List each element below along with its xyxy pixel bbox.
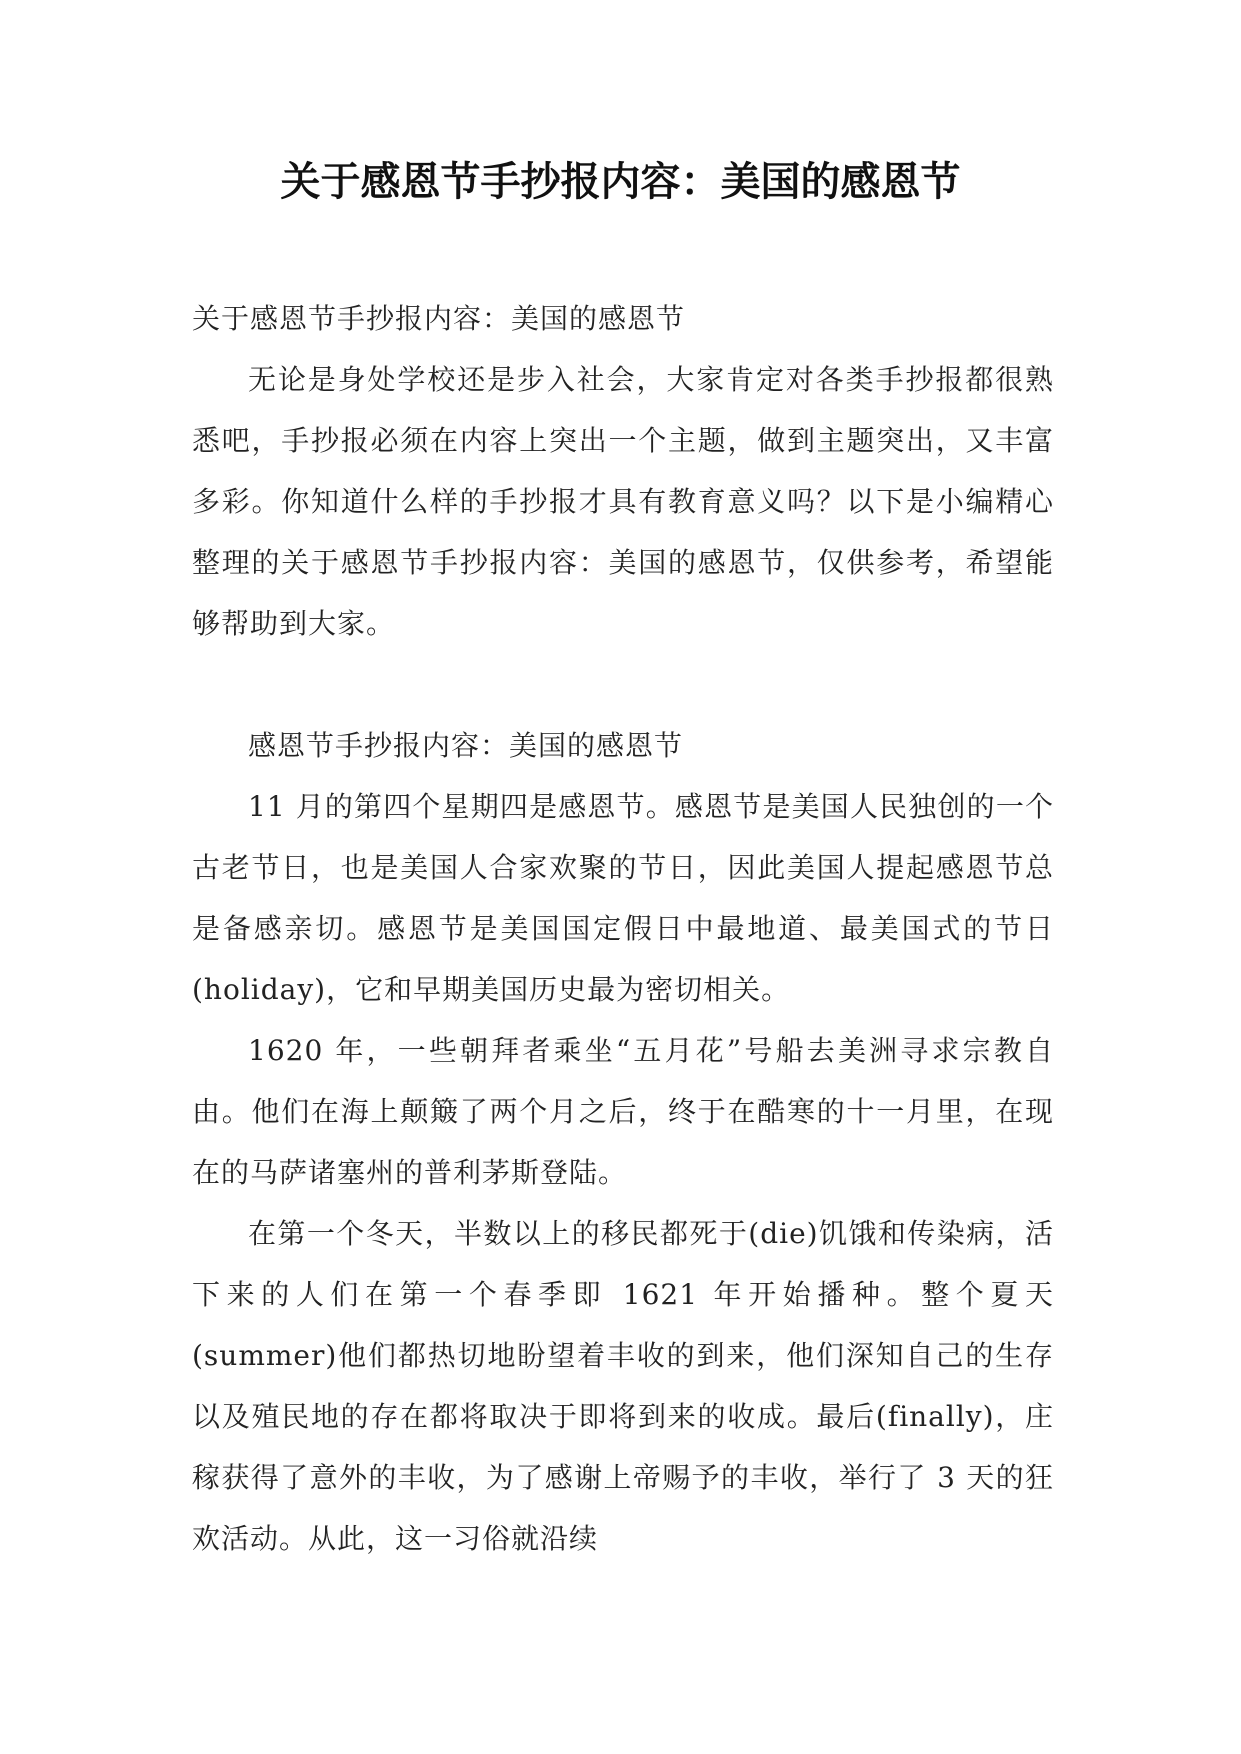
intro-heading: 关于感恩节手抄报内容：美国的感恩节 [192,302,686,335]
body-paragraph: 11 月的第四个星期四是感恩节。感恩节是美国人民独创的一个古老节日，也是美国人合家欢聚的节日，因此美国人提起感恩节总是备感亲切。感恩节是美国国定假日中最地道、最美国式的节日(holiday)，它和早期美国历史最为密切相关。 [192,790,1054,1006]
intro-paragraph: 无论是身处学校还是步入社会，大家肯定对各类手抄报都很熟悉吧，手抄报必须在内容上突出一个主题，做到主题突出，又丰富多彩。你知道什么样的手抄报才具有教育意义吗？以下是小编精心整理的关于感恩节手抄报内容：美国的感恩节，仅供参考，希望能够帮助到大家。 [192,363,1054,640]
document-body [192,288,1054,1569]
document-title: 关于感恩节手抄报内容：美国的感恩节 [280,158,961,205]
section-heading: 感恩节手抄报内容：美国的感恩节 [248,729,684,762]
body-paragraph: 1620 年，一些朝拜者乘坐“五月花”号船去美洲寻求宗教自由。他们在海上颠簸了两个月之后，终于在酷寒的十一月里，在现在的马萨诸塞州的普利茅斯登陆。 [192,1034,1054,1189]
body-paragraph: 在第一个冬天，半数以上的移民都死于(die)饥饿和传染病，活下来的人们在第一个春季即 1621 年开始播种。整个夏天(summer)他们都热切地盼望着丰收的到来，他们深知自己的生存以及殖民地的存在都将取决于即将到来的收成。最后(finally)，庄稼获得了意外的丰收，为了感谢上帝赐予的丰收，举行了 3 天的狂欢活动。从此，这一习俗就沿续 [192,1217,1054,1555]
